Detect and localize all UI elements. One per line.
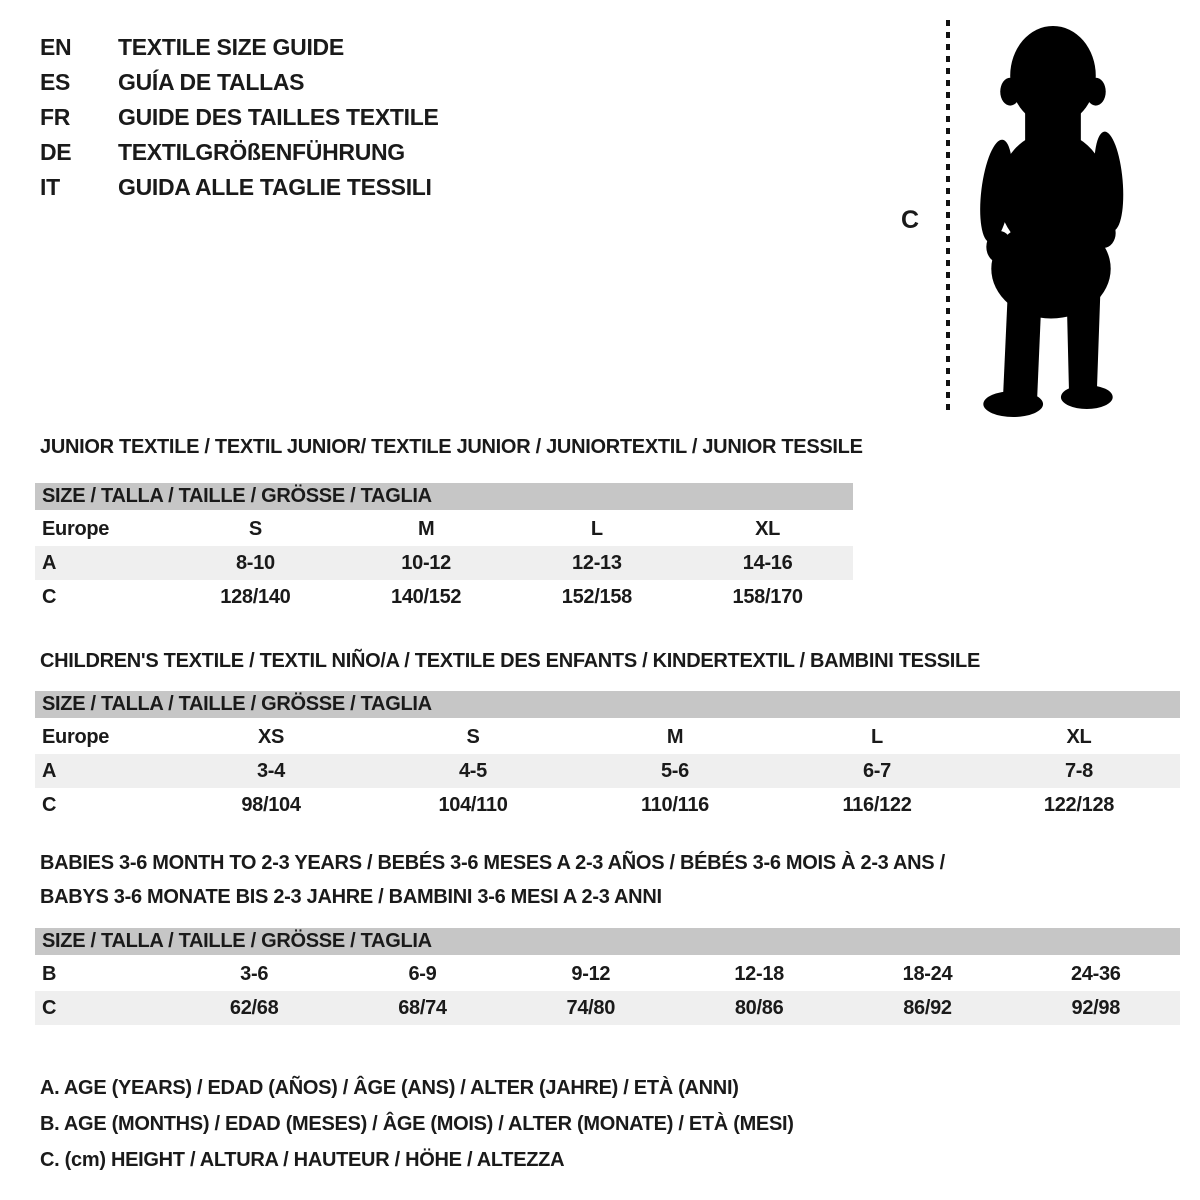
language-label: GUÍA DE TALLAS: [118, 69, 305, 95]
table-cell: 86/92: [903, 997, 952, 1019]
table-cell: 122/128: [1043, 794, 1115, 816]
language-label: TEXTILE SIZE GUIDE: [118, 34, 344, 60]
table-cell: 3-4: [256, 760, 285, 782]
row-label: Europe: [42, 726, 110, 748]
language-code: EN: [40, 34, 72, 60]
table-cell: 92/98: [1071, 997, 1121, 1019]
section-heading: [35, 646, 1180, 676]
table-row: [35, 957, 1180, 991]
language-row: [40, 100, 439, 135]
table-cell: 10-12: [401, 552, 451, 574]
language-code: IT: [40, 174, 60, 200]
language-label: TEXTILGRÖßENFÜHRUNG: [118, 139, 405, 165]
size-bar: SIZE / TALLA / TAILLE / GRÖSSE / TAGLIA: [35, 691, 1180, 718]
table-cell: S: [248, 518, 262, 540]
table-rows: [35, 957, 1180, 1025]
table-cell: 8-10: [235, 552, 275, 574]
footnote-list: [40, 1070, 794, 1178]
table-cell: 158/170: [732, 586, 803, 608]
table-cell: 4-5: [458, 760, 487, 782]
table-cell: 152/158: [561, 586, 632, 608]
footnote: B. AGE (MONTHS) / EDAD (MESES) / ÂGE (MOIS) / ALTER (MONATE) / ETÀ (MESI): [40, 1113, 794, 1135]
section-heading-line: BABYS 3-6 MONATE BIS 2-3 JAHRE / BAMBINI 3-6 MESI A 2-3 ANNI: [40, 886, 662, 908]
row-label: A: [42, 552, 57, 574]
row-label: Europe: [42, 518, 110, 540]
language-row: [40, 135, 439, 170]
babies-size-table: [35, 928, 1180, 1025]
table-cell: 24-36: [1070, 963, 1121, 985]
row-label: C: [42, 586, 57, 608]
table-cell: 68/74: [398, 997, 447, 1019]
row-label: B: [42, 963, 57, 985]
table-cell: L: [590, 518, 603, 540]
row-label: A: [42, 760, 57, 782]
section-heading: [35, 846, 1180, 914]
section-heading-line: CHILDREN'S TEXTILE / TEXTIL NIÑO/A / TEXTILE DES ENFANTS / KINDERTEXTIL / BAMBINI TESSILE: [40, 650, 980, 672]
language-list: [40, 30, 439, 205]
footnote: C. (cm) HEIGHT / ALTURA / HAUTEUR / HÖHE / ALTEZZA: [40, 1149, 565, 1171]
table-cell: 3-6: [240, 963, 269, 985]
section-heading: [35, 432, 1180, 462]
table-cell: 74/80: [566, 997, 616, 1019]
size-bar: SIZE / TALLA / TAILLE / GRÖSSE / TAGLIA: [35, 483, 853, 510]
junior-size-table: [35, 483, 853, 614]
table-cell: XS: [257, 726, 285, 748]
table-row: [35, 512, 853, 546]
table-cell: 62/68: [229, 997, 279, 1019]
language-code: DE: [40, 139, 72, 165]
table-cell: 116/122: [842, 794, 912, 816]
table-rows: [35, 720, 1180, 822]
table-row: [35, 754, 1180, 788]
table-cell: 110/116: [641, 794, 709, 816]
table-cell: 98/104: [241, 794, 301, 816]
table-cell: 18-24: [902, 963, 953, 985]
table-cell: 12-13: [572, 552, 622, 574]
footnote: A. AGE (YEARS) / EDAD (AÑOS) / ÂGE (ANS) / ALTER (JAHRE) / ETÀ (ANNI): [40, 1077, 739, 1099]
language-code: FR: [40, 104, 71, 130]
table-row: [35, 720, 1180, 754]
table-row: [35, 580, 853, 614]
table-row: [35, 546, 853, 580]
measure-c-label: C: [901, 206, 919, 234]
table-cell: 6-7: [862, 760, 891, 782]
table-cell: S: [466, 726, 480, 748]
table-cell: L: [871, 726, 883, 748]
table-cell: XL: [1066, 726, 1092, 748]
table-row: [35, 991, 1180, 1025]
table-cell: 104/110: [438, 794, 508, 816]
table-cell: 14-16: [742, 552, 793, 574]
table-cell: 128/140: [220, 586, 291, 608]
table-cell: M: [666, 726, 684, 748]
section-heading-line: BABIES 3-6 MONTH TO 2-3 YEARS / BEBÉS 3-6 MESES A 2-3 AÑOS / BÉBÉS 3-6 MOIS À 2-3 ANS /: [40, 852, 945, 874]
language-label: GUIDE DES TAILLES TEXTILE: [118, 104, 439, 130]
row-label: C: [42, 997, 57, 1019]
section-children-textile: [35, 646, 1180, 822]
table-cell: 12-18: [734, 963, 784, 985]
language-label: GUIDA ALLE TAGLIE TESSILI: [118, 174, 432, 200]
table-cell: 7-8: [1064, 760, 1093, 782]
height-measure-dotted-line: [946, 20, 950, 416]
children-size-table: [35, 691, 1180, 822]
table-cell: 140/152: [391, 586, 462, 608]
table-cell: 5-6: [660, 760, 689, 782]
language-row: [40, 30, 439, 65]
table-row: [35, 788, 1180, 822]
row-label: C: [42, 794, 57, 816]
size-bar: SIZE / TALLA / TAILLE / GRÖSSE / TAGLIA: [35, 928, 1180, 955]
section-babies-textile: [35, 846, 1180, 1025]
section-junior-textile: [35, 432, 1180, 614]
table-cell: 9-12: [571, 963, 611, 985]
table-cell: XL: [755, 518, 781, 540]
language-row: [40, 170, 439, 205]
section-heading-line: JUNIOR TEXTILE / TEXTIL JUNIOR/ TEXTILE JUNIOR / JUNIORTEXTIL / JUNIOR TESSILE: [40, 436, 863, 458]
language-row: [40, 65, 439, 100]
table-rows: [35, 512, 853, 614]
language-code: ES: [40, 69, 71, 95]
table-cell: 80/86: [734, 997, 784, 1019]
toddler-silhouette-image: [963, 22, 1138, 420]
table-cell: M: [417, 518, 435, 540]
table-cell: 6-9: [408, 963, 437, 985]
